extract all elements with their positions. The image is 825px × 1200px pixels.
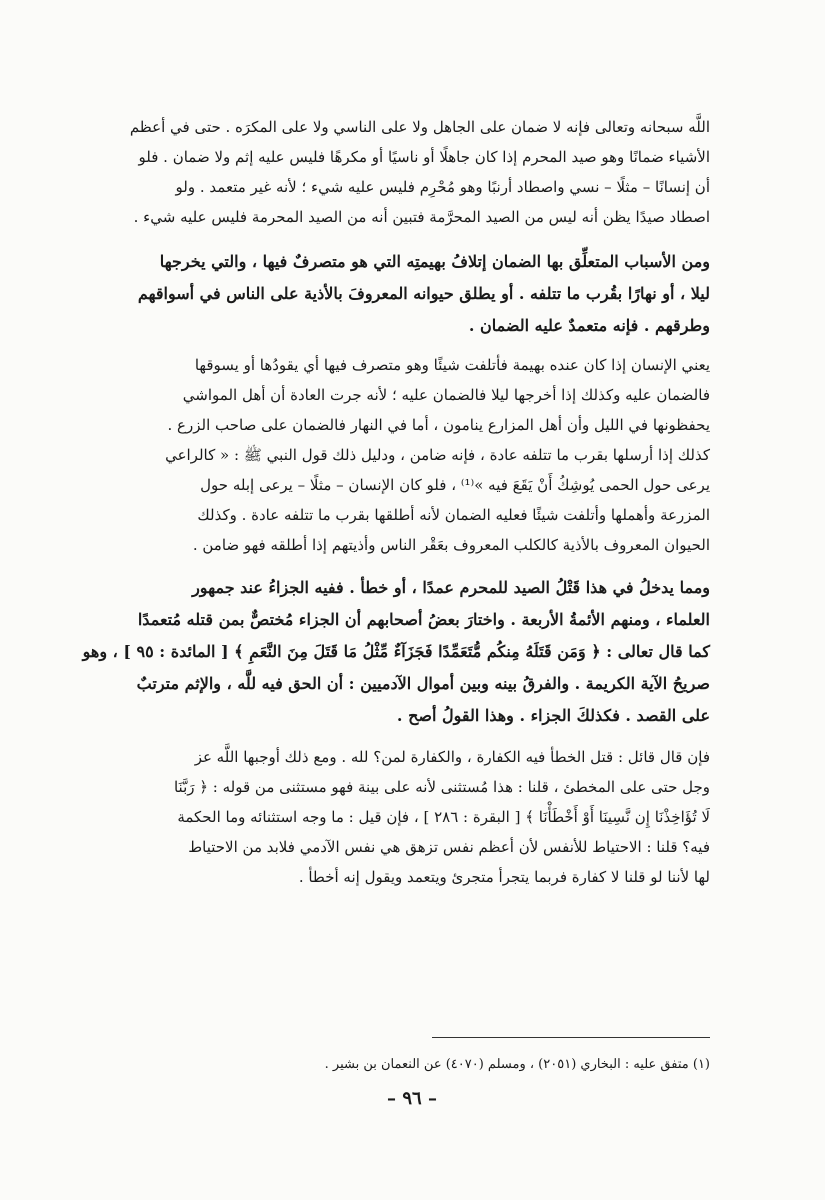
text-line: على القصد . فكذلكَ الجزاء . وهذا القولُ أصح . <box>396 706 710 725</box>
text-line: ومن الأسباب المتعلِّق بها الضمان إتلافُ بهيمتِه التي هو متصرفٌ فيها ، والتي يخرجها <box>159 252 710 271</box>
footnote-divider <box>432 1037 710 1038</box>
text-line: فيه؟ قلنا : الاحتياط للأنفس لأن أعظم نفس تزهق هي نفس الآدمي فلابد من الاحتياط <box>188 838 710 856</box>
text-line: الأشياء ضمانًا وهو صيد المحرم إذا كان جاهلًا أو ناسيًا أو مكرهًا فليس عليه إثم ولا ضمان . فلو <box>138 148 710 166</box>
paragraph-commentary-2 <box>112 350 710 560</box>
paragraph-commentary-1 <box>112 112 710 232</box>
text-line: ومما يدخلُ في هذا قَتْلُ الصيد للمحرم عمدًا ، أو خطأ . ففيه الجزاءُ عند جمهور <box>192 578 710 597</box>
text-line: فالضمان عليه وكذلك إذا أخرجها ليلا فالضمان عليه ؛ لأنه جرت العادة أن أهل المواشي <box>182 386 710 404</box>
paragraph-commentary-3 <box>112 742 710 892</box>
text-line: وجل حتى على المخطئ ، قلنا : هذا مُستثنى لأنه على بينة فهو مستثنى من قوله : ﴿ رَبَّنَا <box>173 778 710 796</box>
text-line: اصطاد صيدًا يظن أنه ليس من الصيد المحرَّمة فتبين أنه من الصيد المحرمة فليس عليه شيء . <box>133 208 710 226</box>
text-line: أن إنسانًا – مثلًا – نسي واصطاد أرنبًا وهو مُحْرِم فليس عليه شيء ؛ لأنه غير متعمد . ولو <box>175 178 710 196</box>
text-line: العلماء ، ومنهم الأئمةُ الأربعة . واختارَ بعضُ أصحابهم أن الجزاء مُختصٌّ بمن قتله مُتعمدًا <box>137 610 710 629</box>
text-line: يرعى حول الحمى يُوشِكُ أَنْ يَقَعَ فيه »⁽¹⁾ ، فلو كان الإنسان – مثلًا – يرعى إبله حول <box>200 476 710 494</box>
text-line: يعني الإنسان إذا كان عنده بهيمة فأتلفت شيئًا وهو متصرف فيها أي يقودُها أو يسوقها <box>194 356 710 374</box>
text-line: لَا تُؤَاخِذْنَا إِن نَّسِينَا أَوْ أَخْطَأْنَا ﴾ [ البقرة : ٢٨٦ ] ، فإن قيل : ما وجه استثنائه وما الحكمة <box>177 808 710 826</box>
footnote: (١) متفق عليه : البخاري (٢٠٥١) ، ومسلم (٤٠٧٠) عن النعمان بن بشير . <box>324 1057 710 1072</box>
text-line: لها لأننا لو قلنا لا كفارة فربما يتجرأ متجرئ ويتعمد ويقول إنه أخطأ . <box>298 868 710 886</box>
text-line: صريحُ الآية الكريمة . والفرقُ بينه وبين أموال الآدميين : أن الحق فيه للَّه ، والإثم مترتبٌ <box>136 674 710 693</box>
page-number: – ٩٦ – <box>387 1088 437 1109</box>
text-line: فإن قال قائل : قتل الخطأ فيه الكفارة ، والكفارة لمن؟ لله . ومع ذلك أوجبها اللَّه عز <box>194 748 710 766</box>
text-line: اللَّه سبحانه وتعالى فإنه لا ضمان على الجاهل ولا على الناسي ولا على المكرَه . حتى في أعظم <box>129 118 710 136</box>
text-line: كما قال تعالى : ﴿ وَمَن قَتَلَهُ مِنكُم مُّتَعَمِّدًا فَجَزَآءٌ مِّثْلُ مَا قَتَلَ مِنَ النَّعَمِ ﴾ [ المائدة : ٩٥ ] ، وهو <box>82 642 710 661</box>
text-line: يحفظونها في الليل وأن أهل المزارع ينامون ، أما في النهار فالضمان على صاحب الزرع . <box>167 416 710 434</box>
text-line: ليلا ، أو نهارًا بقُرب ما تتلفه . أو يطلق حيوانه المعروفَ بالأذية على الناس في أسواقهم <box>137 284 710 303</box>
paragraph-matn-2 <box>82 572 710 732</box>
text-line: كذلك إذا أرسلها بقرب ما تتلفه عادة ، فإنه ضامن ، ودليل ذلك قول النبي ﷺ : « كالراعي <box>165 446 710 464</box>
text-line: وطرقهم . فإنه متعمدٌ عليه الضمان . <box>468 316 710 335</box>
text-line: المزرعة وأهملها وأتلفت شيئًا فعليه الضمان لأنه أطلقها بقرب ما تتلفه عادة . وكذلك <box>197 506 710 524</box>
paragraph-matn-1 <box>112 246 710 342</box>
text-line: الحيوان المعروف بالأذية كالكلب المعروف بعَقْر الناس وأذيتهم إذا أطلقه فهو ضامن . <box>192 536 710 554</box>
page-body <box>82 112 710 892</box>
